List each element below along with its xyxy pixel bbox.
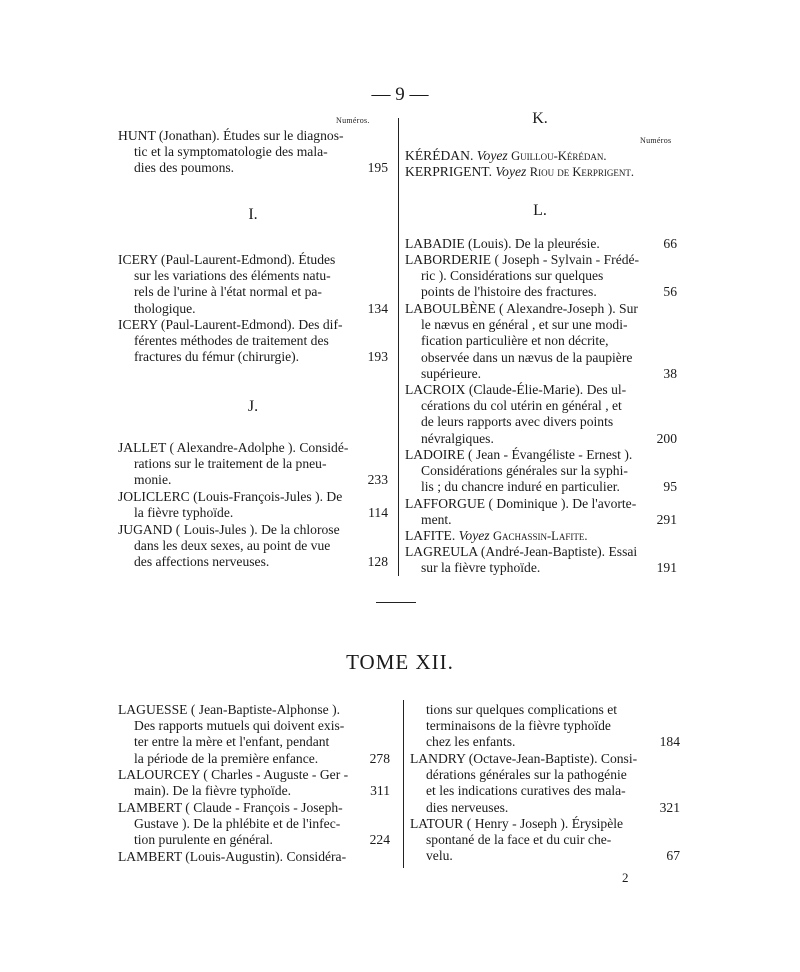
entry-line: de leurs rapports avec divers points (421, 414, 614, 430)
entry-line: LABORDERIE ( Joseph - Sylvain - Frédé- (405, 252, 640, 267)
entry-number: 233 (367, 472, 388, 488)
entry-line: lis ; du chancre induré en particulier. 95 (421, 479, 677, 495)
entry-number: 191 (656, 560, 677, 576)
numeros-label-right: Numéros (640, 136, 672, 145)
entry-line: rations sur le traitement de la pneu- (134, 456, 327, 472)
top-column-divider (398, 118, 399, 576)
entry-number: 195 (367, 160, 388, 176)
entry-line: fication particulière et non décrite, (421, 333, 609, 349)
entry-line: des affections nerveuses. 128 (134, 554, 388, 570)
entry-line: férentes méthodes de traitement des (134, 333, 329, 349)
signature-mark: 2 (622, 870, 629, 885)
entry-line: terminaisons de la fièvre typhoïde (426, 718, 611, 734)
entry-line: dies nerveuses. 321 (426, 799, 680, 815)
entry-line: LAGUESSE ( Jean-Baptiste-Alphonse ). (118, 702, 340, 717)
entry-line: LACROIX (Claude-Élie-Marie). Des ul- (405, 382, 627, 397)
entry-line: fractures du fémur (chirurgie). 193 (134, 349, 388, 365)
entry-line: sur la fièvre typhoïde. 191 (421, 560, 677, 576)
entry-line: ment. 291 (421, 512, 677, 528)
entry-number: 321 (659, 799, 680, 815)
entry-jugand (118, 522, 388, 571)
bottom-column-divider (403, 700, 404, 868)
entry-line: LABADIE (Louis). De la pleurésie. 66 (405, 236, 677, 251)
entry-line: velu. 67 (426, 848, 680, 864)
entry-lacroix (405, 382, 677, 447)
entry-lambert-2 (118, 849, 390, 865)
entry-line: le nævus en général , et sur une modi- (421, 317, 628, 333)
entry-line: et les indications curatives des mala- (426, 783, 626, 799)
entry-icery-2 (118, 317, 388, 366)
entry-line: HUNT (Jonathan). Études sur le diagnos- (118, 128, 344, 143)
entry-number: 128 (367, 554, 388, 570)
entry-lalourcey (118, 767, 390, 799)
entry-line: KERPRIGENT. Voyez Riou de Kerprigent. (405, 164, 634, 179)
entry-line: dérations générales sur la pathogénie (426, 767, 627, 783)
entry-number: 38 (663, 365, 677, 381)
entry-line: chez les enfants. 184 (426, 734, 680, 750)
entry-keredan (405, 148, 677, 164)
entry-line: la fièvre typhoïde. 114 (134, 505, 388, 521)
entry-line: tion purulente en général. 224 (134, 832, 390, 848)
numeros-label-left: Numéros. (336, 116, 370, 125)
entry-number: 278 (369, 750, 390, 766)
entry-latour (410, 816, 680, 865)
entry-line: ter entre la mère et l'enfant, pendant (134, 734, 330, 750)
entry-lambert-2-continued (410, 702, 680, 751)
section-letter-j: J. (247, 398, 259, 415)
entry-line: rels de l'urine à l'état normal et pa- (134, 284, 322, 300)
entry-number: 114 (368, 505, 388, 521)
entry-line: dies des poumons. 195 (134, 160, 388, 176)
entry-line: supérieure. 38 (421, 365, 677, 381)
entry-ladoire (405, 447, 677, 496)
tome-heading: TOME XII. (346, 650, 454, 674)
entry-line: la période de la première enfance. 278 (134, 750, 390, 766)
entry-line: observée dans un nævus de la paupière (421, 349, 633, 365)
entry-line: LABOULBÈNE ( Alexandre-Joseph ). Sur (405, 301, 638, 316)
entry-line: points de l'histoire des fractures. 56 (421, 284, 677, 300)
entry-hunt (118, 128, 388, 177)
entry-line: monie. 233 (134, 472, 388, 488)
entry-line: Gustave ). De la phlébite et de l'infec- (134, 816, 341, 832)
entry-lagreula (405, 544, 677, 576)
entry-line: LATOUR ( Henry - Joseph ). Érysipèle (410, 816, 624, 831)
entry-number: 291 (656, 512, 677, 528)
entry-line: main). De la fièvre typhoïde. 311 (134, 783, 390, 799)
entry-line: dans les deux sexes, au point de vue (134, 538, 331, 554)
entry-line: sur les variations des éléments natu- (134, 268, 331, 284)
entry-line: ric ). Considérations sur quelques (421, 268, 604, 284)
entry-number: 193 (367, 349, 388, 365)
entry-line: spontané de la face et du cuir che- (426, 832, 612, 848)
entry-line: tic et la symptomatologie des mala- (134, 144, 328, 160)
entry-line: ICERY (Paul-Laurent-Edmond). Des dif- (118, 317, 343, 332)
entry-line: LALOURCEY ( Charles - Auguste - Ger - (118, 767, 349, 782)
entry-line: LAFITE. Voyez Gachassin-Lafite. (405, 528, 588, 543)
entry-number: 66 (663, 236, 677, 251)
page-number: — 9 — (371, 84, 429, 105)
entry-landry (410, 751, 680, 816)
entry-line: LAFFORGUE ( Dominique ). De l'avorte- (405, 496, 637, 511)
section-letter-l: L. (533, 202, 547, 219)
entry-number: 95 (663, 479, 677, 495)
entry-kerprigent (405, 164, 677, 180)
entry-number: 224 (369, 832, 390, 848)
entry-laguesse (118, 702, 390, 767)
entry-line: névralgiques. 200 (421, 430, 677, 446)
section-letter-k: K. (532, 110, 548, 127)
entry-line: thologique. 134 (134, 300, 388, 316)
entry-lambert-1 (118, 800, 390, 849)
entry-line: JOLICLERC (Louis-François-Jules ). De (118, 489, 343, 504)
entry-line: KÉRÉDAN. Voyez Guillou-Kérédan. (405, 148, 607, 163)
entry-joliclerc (118, 489, 388, 521)
entry-number: 67 (666, 848, 680, 864)
entry-line: LANDRY (Octave-Jean-Baptiste). Consi- (410, 751, 638, 766)
entry-laborderie (405, 252, 677, 301)
entry-line: JALLET ( Alexandre-Adolphe ). Considé- (118, 440, 349, 455)
entry-line: cérations du col utérin en général , et (421, 398, 622, 414)
entry-number: 311 (370, 783, 390, 799)
entry-line: Considérations générales sur la syphi- (421, 463, 628, 479)
entry-line: LAMBERT ( Claude - François - Joseph- (118, 800, 343, 815)
entry-line: LADOIRE ( Jean - Évangéliste - Ernest ). (405, 447, 633, 462)
entry-lafite (405, 528, 677, 544)
entry-line: JUGAND ( Louis-Jules ). De la chlorose (118, 522, 340, 537)
entry-line: Des rapports mutuels qui doivent exis- (134, 718, 345, 734)
entry-line: LAGREULA (André-Jean-Baptiste). Essai (405, 544, 638, 559)
entry-number: 184 (659, 734, 680, 750)
entry-line: ICERY (Paul-Laurent-Edmond). Études (118, 252, 336, 267)
entry-lafforgue (405, 496, 677, 528)
entry-labadie (405, 236, 677, 252)
entry-line: tions sur quelques complications et (426, 702, 618, 717)
entry-number: 56 (663, 284, 677, 300)
entry-line: LAMBERT (Louis-Augustin). Considéra- (118, 849, 347, 864)
entry-number: 134 (367, 300, 388, 316)
entry-laboulbene (405, 301, 677, 382)
entry-number: 200 (656, 430, 677, 446)
entry-icery-1 (118, 252, 388, 317)
entry-jallet (118, 440, 388, 489)
section-divider-rule (376, 602, 416, 603)
section-letter-i: I. (248, 206, 258, 223)
